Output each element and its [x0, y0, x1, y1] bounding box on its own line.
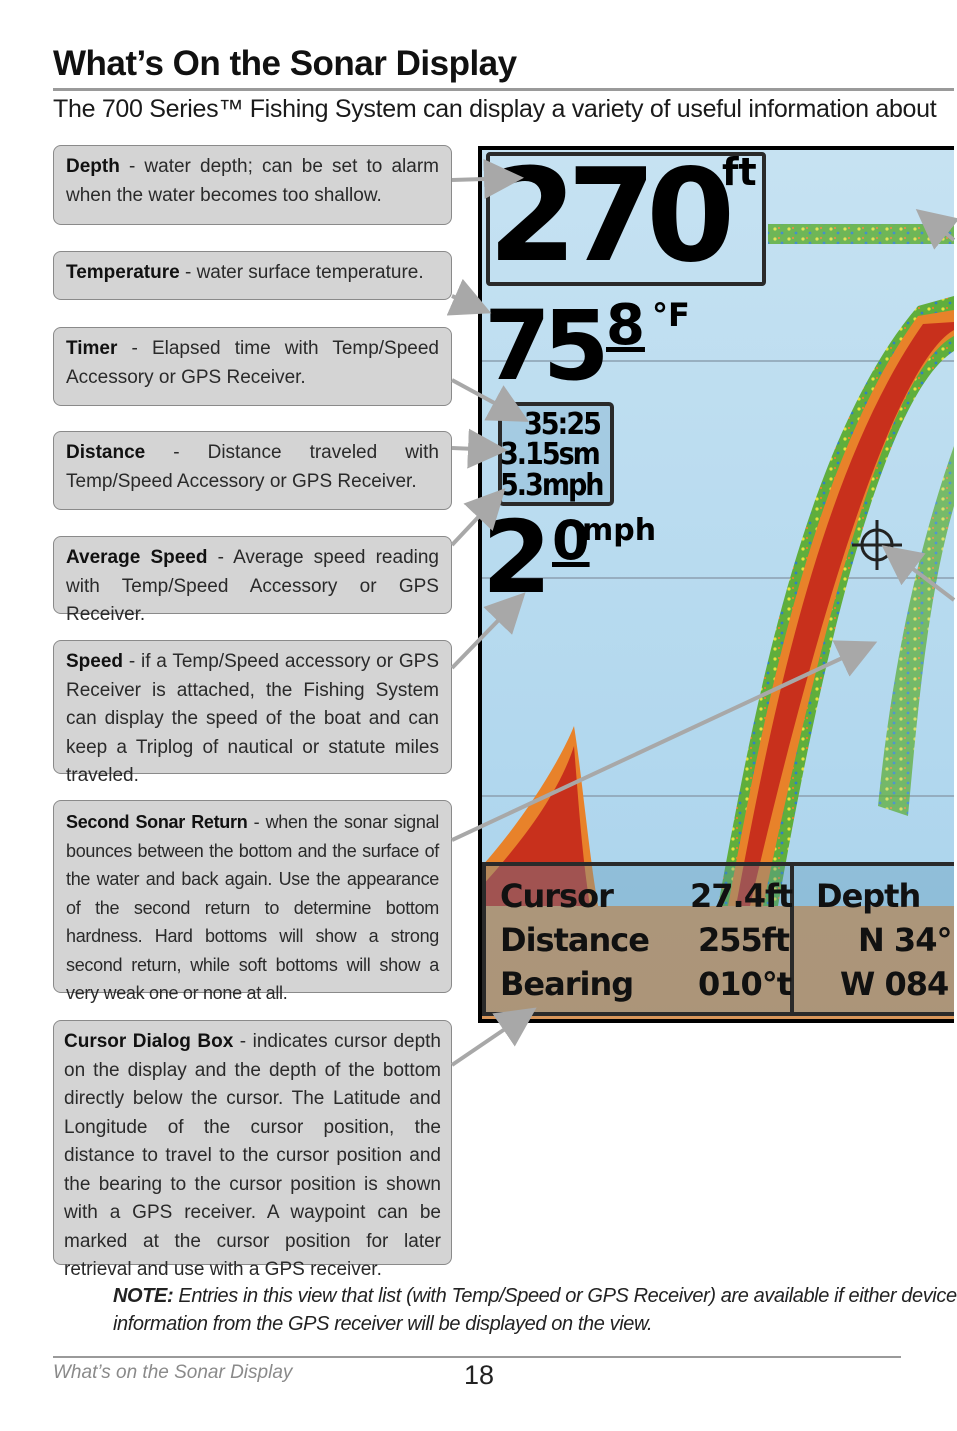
callout-term: Distance: [66, 442, 146, 463]
speed-decimal: 0: [552, 509, 590, 572]
sonar-display: [478, 142, 954, 1023]
callout-term: Temperature: [66, 262, 180, 283]
callout-term: Speed: [66, 651, 124, 672]
callout-text: - Average speed reading with Temp/Speed Accessory or GPS Receiver.: [66, 547, 439, 625]
depth-value: 270: [488, 142, 726, 291]
callout-text: - water depth; can be set to alarm when the water becomes too shallow.: [66, 156, 439, 206]
page-number: 18: [464, 1360, 495, 1390]
cursor-label: Cursor: [500, 877, 613, 915]
title-rule: [53, 88, 954, 91]
callout-text: - indicates cursor depth on the display and the depth of the bottom directly below the cursor. The Latitude and Longitude of the cursor position, the distance to travel to the cursor position and the bearing to the cursor position is shown with a GPS receiver. A waypoint can be marked at the cursor position for later retrieval and use with a GPS receiver.: [64, 1031, 441, 1280]
surface-clutter: [768, 224, 954, 244]
speed-unit: mph: [582, 513, 657, 548]
depth-unit: ft: [722, 150, 757, 194]
timer-value: 35:25: [524, 407, 600, 442]
callout-average-speed: [53, 536, 452, 625]
callout-term: Cursor Dialog Box: [64, 1031, 234, 1052]
note-label: NOTE:: [113, 1285, 174, 1307]
callout-text: - when the sonar signal bounces between the bottom and the surface of the water and back again. Use the appearance of the second return to determine bottom hardness. Hard bottoms will show a strong second return, while soft bottoms will show a very weak one or none at all.: [66, 812, 439, 1003]
distance-value: 3.15sm: [500, 437, 599, 472]
average-speed-value: 5.3mph: [500, 468, 603, 503]
callout-term: Depth: [66, 156, 120, 177]
bottom-depth-label: Depth: [816, 877, 921, 915]
cursor-depth-value: 27.4ft: [690, 877, 793, 915]
note: [113, 1282, 957, 1338]
footer-rule: [53, 1356, 901, 1358]
cursor-bearing-value: 010°t: [698, 965, 792, 1003]
callout-text: - water surface temperature.: [179, 262, 424, 283]
cursor-distance-value: 255ft: [698, 921, 790, 959]
cursor-latitude: N 34°: [858, 921, 952, 959]
callout-temperature: [53, 251, 452, 300]
temperature-unit: °F: [652, 296, 690, 334]
callout-cursor-dialog-box: [53, 1020, 452, 1280]
callout-term: Timer: [66, 338, 118, 359]
callout-term: Average Speed: [66, 547, 208, 568]
callout-text: - Distance traveled with Temp/Speed Accessory or GPS Receiver.: [66, 442, 439, 492]
footer-section-title: What’s on the Sonar Display: [53, 1362, 293, 1383]
speed-value: 2: [482, 499, 546, 616]
note-line-1: Entries in this view that list (with Temp/Speed or GPS Receiver) are available if either device: [173, 1285, 957, 1307]
temperature-value: 75: [484, 290, 602, 402]
callout-depth: [53, 145, 452, 225]
bearing-label: Bearing: [500, 965, 634, 1003]
distance-label: Distance: [500, 921, 649, 959]
callout-speed: [53, 640, 452, 786]
intro-text: The 700 Series™ Fishing System can display a variety of useful information about: [53, 95, 937, 123]
callout-distance: [53, 431, 452, 510]
note-line-2: information from the GPS receiver will be displayed on the view.: [113, 1313, 653, 1335]
callout-timer: [53, 327, 452, 406]
cursor-longitude: W 084: [840, 965, 949, 1003]
page-title: What’s On the Sonar Display: [53, 44, 517, 83]
callout-second-sonar-return: [53, 800, 452, 1003]
temperature-decimal: 8: [606, 293, 645, 358]
callout-term: Second Sonar Return: [66, 812, 248, 832]
callout-text: - Elapsed time with Temp/Speed Accessory or GPS Receiver.: [66, 338, 439, 388]
callout-text: - if a Temp/Speed accessory or GPS Receiver is attached, the Fishing System can display the speed of the boat and can keep a Triplog of nautical or statute miles traveled.: [66, 651, 439, 786]
